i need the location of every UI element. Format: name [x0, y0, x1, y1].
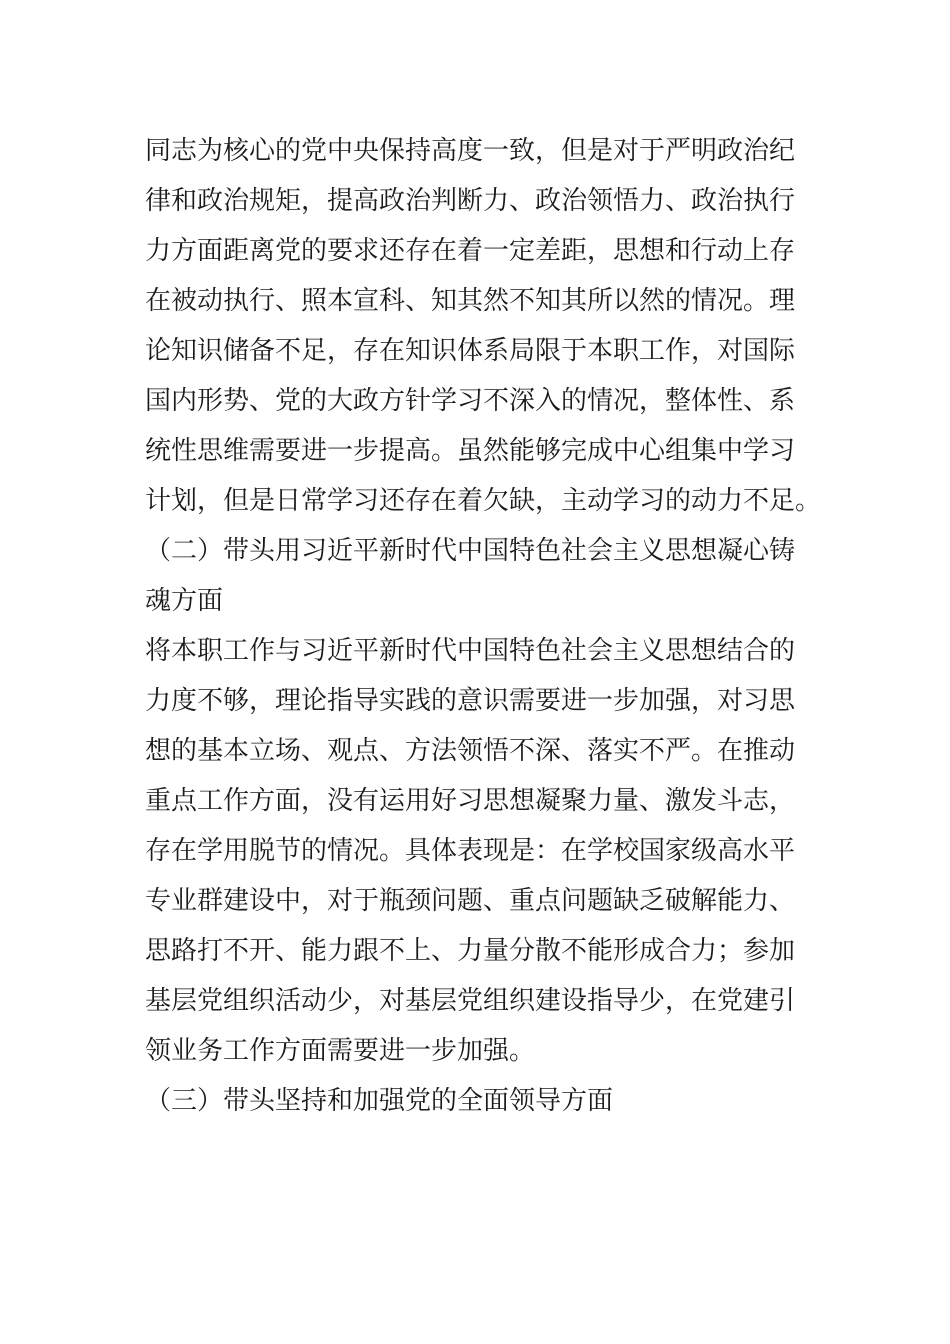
paragraph-line: 力度不够，理论指导实践的意识需要进一步加强，对习思: [145, 686, 796, 716]
paragraph-line: 国内形势、党的大政方针学习不深入的情况，整体性、系: [145, 386, 796, 416]
paragraph-line: 计划，但是日常学习还存在着欠缺，主动学习的动力不足。: [145, 486, 822, 516]
paragraph-line: 存在学用脱节的情况。具体表现是：在学校国家级高水平: [145, 836, 796, 866]
paragraph-line: 领业务工作方面需要进一步加强。: [145, 1036, 536, 1066]
paragraph-line: 力方面距离党的要求还存在着一定差距，思想和行动上存: [145, 236, 796, 266]
section-heading-2-continued: 魂方面: [145, 586, 224, 616]
paragraph-line: 将本职工作与习近平新时代中国特色社会主义思想结合的: [145, 636, 796, 666]
paragraph-line: 律和政治规矩，提高政治判断力、政治领悟力、政治执行: [145, 186, 796, 216]
paragraph-line: 重点工作方面，没有运用好习思想凝聚力量、激发斗志，: [145, 786, 796, 816]
paragraph-line: 想的基本立场、观点、方法领悟不深、落实不严。在推动: [145, 736, 796, 766]
paragraph-line: 统性思维需要进一步提高。虽然能够完成中心组集中学习: [145, 436, 796, 466]
section-heading-2: （二）带头用习近平新时代中国特色社会主义思想凝心铸: [145, 536, 796, 566]
paragraph-line: 基层党组织活动少，对基层党组织建设指导少，在党建引: [145, 986, 796, 1016]
paragraph-line: 专业群建设中，对于瓶颈问题、重点问题缺乏破解能力、: [145, 886, 796, 916]
paragraph-line: 思路打不开、能力跟不上、力量分散不能形成合力；参加: [145, 936, 796, 966]
paragraph-line: 论知识储备不足，存在知识体系局限于本职工作，对国际: [145, 336, 796, 366]
paragraph-line: 同志为核心的党中央保持高度一致，但是对于严明政治纪: [145, 136, 796, 166]
paragraph-line: 在被动执行、照本宣科、知其然不知其所以然的情况。理: [145, 286, 796, 316]
document-body: [145, 126, 822, 1126]
section-heading-3: （三）带头坚持和加强党的全面领导方面: [145, 1086, 614, 1116]
